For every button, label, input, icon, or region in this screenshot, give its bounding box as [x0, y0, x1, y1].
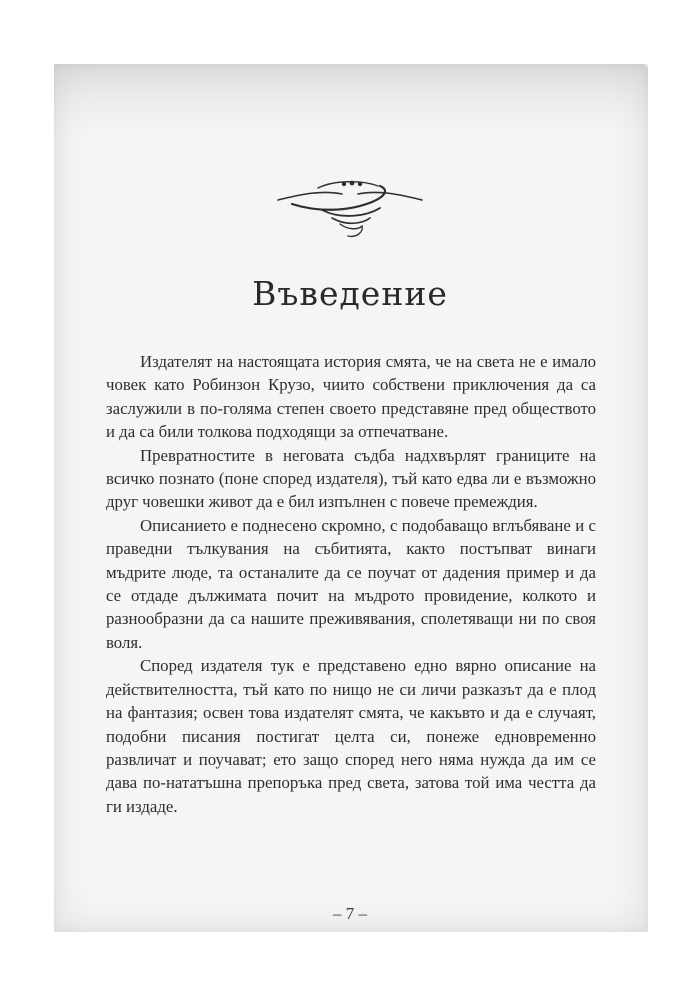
- swirl-ornament-icon: [272, 172, 428, 244]
- chapter-title: Въведение: [252, 274, 448, 313]
- page-number: – 7 –: [333, 904, 367, 923]
- paragraph: Описанието е поднесено скромно, с подобаващо вглъбяване и с праведни тълкувания на събитията, както постъпват винаги мъдрите люде, та останалите да се поучат от дадения пример и да се отдаде дължимата почит на мъдрото провидение, колкото и разнообразни да са нашите преживявания, сполетяващи ни по своя воля.: [106, 515, 596, 652]
- paragraph: Превратностите в неговата съдба надхвърлят границите на всичко познато (поне според издателя), тъй като едва ли е възможно друг човешки живот да е бил изпълнен с повече премеждия.: [106, 445, 596, 512]
- paragraph: Според издателя тук е представено едно вярно описание на действителността, тъй като по нищо не си личи разказът да е плод на фантазия; освен това издателят смята, че какъвто и да е случаят, подобни писания постигат целта си, понеже едновременно развличат и поучават; ето защо според него няма нужда да им се дава по-нататъшна препоръка пред света, затова той има честта да ги издаде.: [106, 656, 596, 816]
- paragraph: Издателят на настоящата история смята, че на света не е имало човек като Робинзон Крузо, чиито собствени приключения да са заслужили в по-голяма степен своето представяне пред обществото и да са били толкова подходящи за отпечатване.: [106, 352, 596, 442]
- body-text: [106, 350, 596, 818]
